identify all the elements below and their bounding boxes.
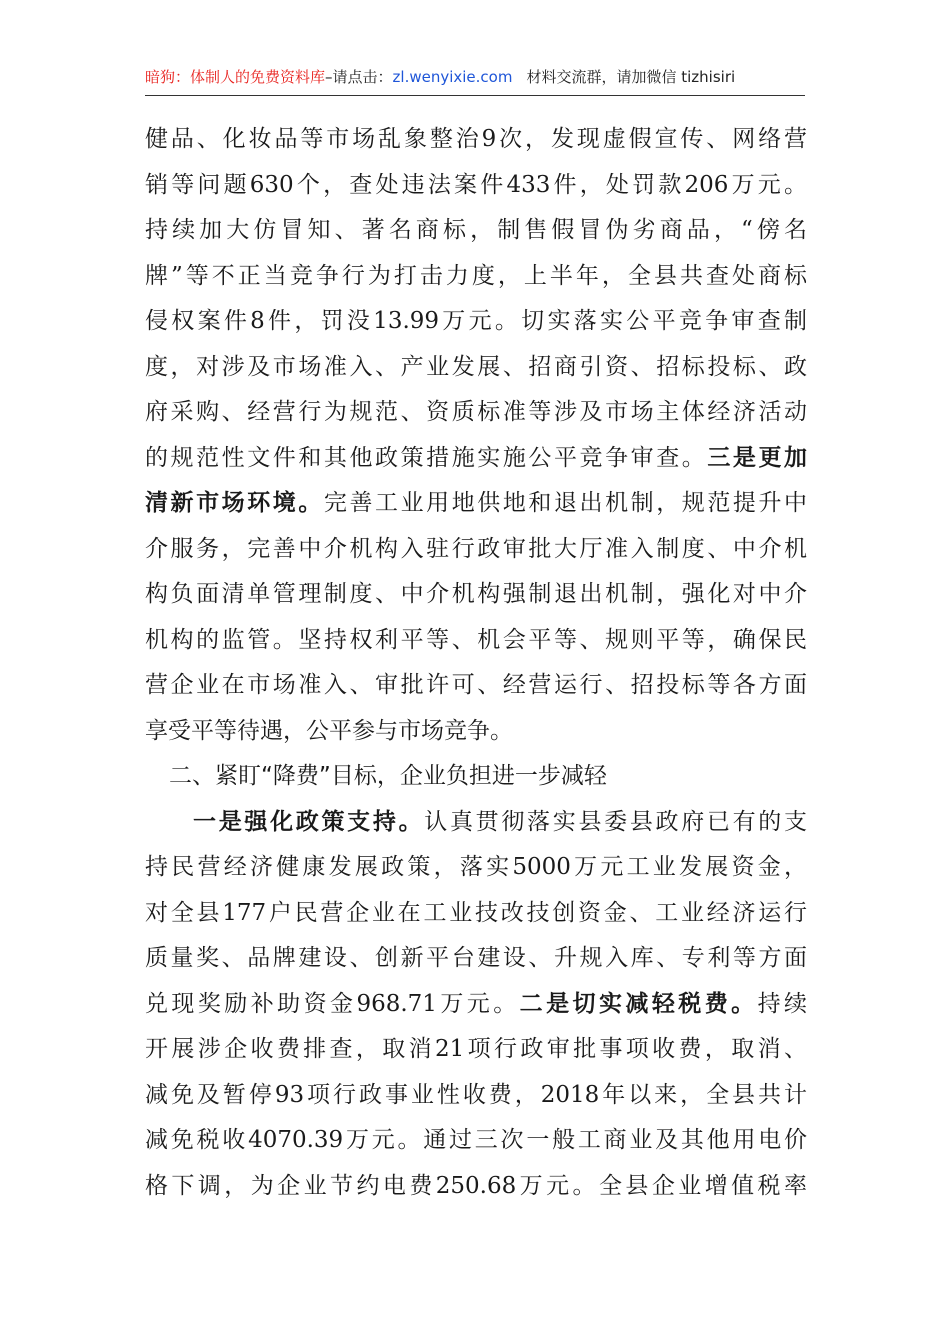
text-line: 销等问题630个，查处违法案件433件，处罚款206万元。 <box>145 171 807 198</box>
text-line: 构负面清单管理制度、中介机构强制退出机制，强化对中介 <box>145 581 807 607</box>
text-line: 机构的监管。坚持权利平等、机会平等、规则平等，确保民 <box>145 626 807 653</box>
text-line: 开展涉企收费排查，取消21项行政审批事项收费，取消、 <box>145 1036 807 1062</box>
text-line: 享受平等待遇，公平参与市场竞争。 <box>145 717 513 744</box>
text-run: 兑现奖励补助资金968.71万元。 <box>145 990 520 1017</box>
text-run: 持续 <box>757 990 807 1017</box>
bold-lead-phrase: 一是强化政策支持。 <box>193 808 425 835</box>
section-heading: 二、紧盯“降费”目标，企业负担进一步减轻 <box>169 763 607 789</box>
text-run: 的规范性文件和其他政策措施实施公平竞争审查。 <box>145 444 708 471</box>
text-line: 持续加大仿冒知、著名商标，制售假冒伪劣商品，“傍名 <box>145 217 807 243</box>
text-line <box>145 982 807 1028</box>
text-line <box>145 800 807 846</box>
bold-lead-phrase: 三是更加 <box>707 444 807 471</box>
text-line: 府采购、经营行为规范、资质标准等涉及市场主体经济活动 <box>145 399 807 425</box>
text-line: 度，对涉及市场准入、产业发展、招商引资、招标投标、政 <box>145 353 807 380</box>
header-click-prompt: –请点击： <box>325 68 393 86</box>
text-line: 牌”等不正当竞争行为打击力度，上半年，全县共查处商标 <box>145 262 807 289</box>
text-line <box>145 481 807 527</box>
text-line: 持民营经济健康发展政策，落实5000万元工业发展资金， <box>145 854 807 880</box>
text-line: 减免及暂停93项行政事业性收费，2018年以来，全县共计 <box>145 1081 807 1108</box>
body-text <box>145 117 807 1209</box>
text-line: 对全县177户民营企业在工业技改技创资金、工业经济运行 <box>145 899 807 926</box>
text-line: 侵权案件8件，罚没13.99万元。切实落实公平竞争审查制 <box>145 308 807 334</box>
text-line: 格下调，为企业节约电费250.68万元。全县企业增值税率 <box>145 1172 807 1199</box>
text-line: 减免税收4070.39万元。通过三次一般工商业及其他用电价 <box>145 1127 807 1153</box>
text-run: 完善工业用地供地和退出机制，规范提升中 <box>323 490 807 516</box>
text-line <box>145 436 807 482</box>
text-line: 介服务，完善中介机构入驻行政审批大厅准入制度、中介机 <box>145 535 807 562</box>
header-divider <box>145 95 805 96</box>
header-brand: 暗狗：体制人的免费资料库 <box>145 68 326 86</box>
text-line: 质量奖、品牌建设、创新平台建设、升规入库、专利等方面 <box>145 945 807 971</box>
text-line: 营企业在市场准入、审批许可、经营运行、招投标等各方面 <box>145 672 807 698</box>
text-run: 认真贯彻落实县委县政府已有的支 <box>424 808 807 835</box>
bold-lead-phrase: 清新市场环境。 <box>145 490 324 516</box>
header-url-link[interactable]: zl.wenyixie.com <box>392 68 513 86</box>
page-header <box>145 62 805 92</box>
header-group-note: 材料交流群，请加微信 tizhisiri <box>526 68 736 86</box>
text-line: 健品、化妆品等市场乱象整治9次，发现虚假宣传、网络营 <box>145 126 807 152</box>
bold-lead-phrase: 二是切实减轻税费。 <box>519 990 758 1017</box>
